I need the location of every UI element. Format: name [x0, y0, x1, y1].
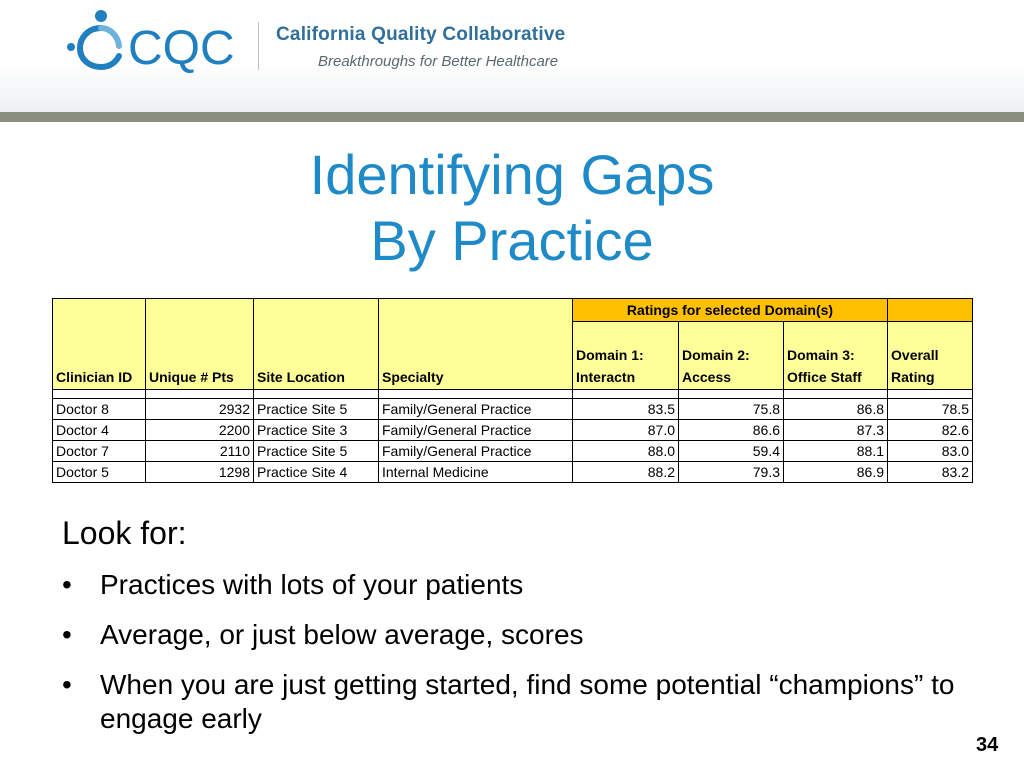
cell-overall: 83.2 [888, 462, 973, 483]
table-spacer-row [53, 390, 973, 399]
header-overall-rating [888, 322, 973, 390]
header-domain-3 [784, 322, 888, 390]
cell-clinician: Doctor 7 [53, 441, 146, 462]
cell-specialty: Family/General Practice [379, 420, 573, 441]
logo-separator [258, 22, 259, 70]
spacer-cell [254, 390, 379, 399]
header-domain-2-line-1: Domain 2: [682, 347, 750, 363]
cell-domain-2: 79.3 [679, 462, 784, 483]
spacer-cell [53, 390, 146, 399]
bullet-item [62, 568, 962, 602]
look-for-heading: Look for: [62, 515, 187, 551]
cell-domain-3: 86.9 [784, 462, 888, 483]
org-tagline: Breakthroughs for Better Healthcare [318, 53, 559, 70]
header-domain-3-line-2: Office Staff [787, 369, 862, 385]
table-row [53, 420, 973, 441]
table-header-row-group [53, 299, 973, 322]
bullet-item [62, 618, 962, 652]
logo-top-dot [95, 10, 107, 22]
spacer-cell [888, 390, 973, 399]
cell-domain-2: 75.8 [679, 399, 784, 420]
logo-left-dot [67, 43, 75, 51]
slide-title-line-1: Identifying Gaps [309, 143, 715, 206]
bullet-dot: • [62, 619, 72, 650]
page-number: 34 [976, 734, 999, 756]
cell-specialty: Internal Medicine [379, 462, 573, 483]
header-band [0, 112, 1024, 122]
bullet-dot: • [62, 569, 72, 600]
cell-clinician: Doctor 4 [53, 420, 146, 441]
cell-domain-1: 83.5 [573, 399, 679, 420]
header-clinician-id: Clinician ID [53, 299, 146, 390]
header-overall-line-1: Overall [891, 347, 939, 363]
cell-domain-2: 86.6 [679, 420, 784, 441]
cell-specialty: Family/General Practice [379, 441, 573, 462]
slide-title [0, 142, 1024, 274]
header-domain-2 [679, 322, 784, 390]
cell-clinician: Doctor 5 [53, 462, 146, 483]
cell-site: Practice Site 5 [254, 441, 379, 462]
cell-specialty: Family/General Practice [379, 399, 573, 420]
spacer-cell [146, 390, 254, 399]
logo-figure-arc-light [101, 28, 119, 46]
bullet-text: When you are just getting started, find some potential “champions” to engage early [100, 669, 955, 734]
cell-domain-3: 87.3 [784, 420, 888, 441]
bullet-item [62, 668, 962, 736]
cell-clinician: Doctor 8 [53, 399, 146, 420]
spacer-cell [784, 390, 888, 399]
cell-site: Practice Site 5 [254, 399, 379, 420]
bullet-text: Practices with lots of your patients [100, 569, 524, 600]
header-overall-line-2: Rating [891, 369, 935, 385]
cell-domain-2: 59.4 [679, 441, 784, 462]
cell-domain-1: 88.2 [573, 462, 679, 483]
cell-site: Practice Site 3 [254, 420, 379, 441]
table-row [53, 441, 973, 462]
header-domain-3-line-1: Domain 3: [787, 347, 855, 363]
cell-overall: 82.6 [888, 420, 973, 441]
header-ratings-group: Ratings for selected Domain(s) [573, 299, 888, 322]
cell-domain-3: 86.8 [784, 399, 888, 420]
cell-site: Practice Site 4 [254, 462, 379, 483]
spacer-cell [573, 390, 679, 399]
cqc-logo [58, 6, 248, 76]
spacer-cell [679, 390, 784, 399]
cell-unique-pts: 2110 [146, 441, 254, 462]
cell-unique-pts: 2200 [146, 420, 254, 441]
header-domain-1-line-1: Domain 1: [576, 347, 644, 363]
header-ratings-group-end [888, 299, 973, 322]
logo-text: CQC [128, 22, 235, 75]
cell-overall: 78.5 [888, 399, 973, 420]
table-row [53, 462, 973, 483]
header-domain-2-line-2: Access [682, 369, 732, 385]
bullet-text: Average, or just below average, scores [100, 619, 584, 650]
slide-title-line-2: By Practice [370, 209, 654, 272]
org-name: California Quality Collaborative [276, 24, 566, 45]
header-domain-1-line-2: Interactn [576, 369, 636, 385]
cell-domain-1: 87.0 [573, 420, 679, 441]
bullet-dot: • [62, 669, 72, 700]
cell-domain-1: 88.0 [573, 441, 679, 462]
ratings-table [52, 298, 973, 483]
spacer-cell [379, 390, 573, 399]
header-unique-pts: Unique # Pts [146, 299, 254, 390]
header-specialty: Specialty [379, 299, 573, 390]
bullet-list [62, 568, 962, 752]
header-site-location: Site Location [254, 299, 379, 390]
table-row [53, 399, 973, 420]
cell-unique-pts: 1298 [146, 462, 254, 483]
header-domain-1 [573, 322, 679, 390]
cell-unique-pts: 2932 [146, 399, 254, 420]
cell-overall: 83.0 [888, 441, 973, 462]
cell-domain-3: 88.1 [784, 441, 888, 462]
